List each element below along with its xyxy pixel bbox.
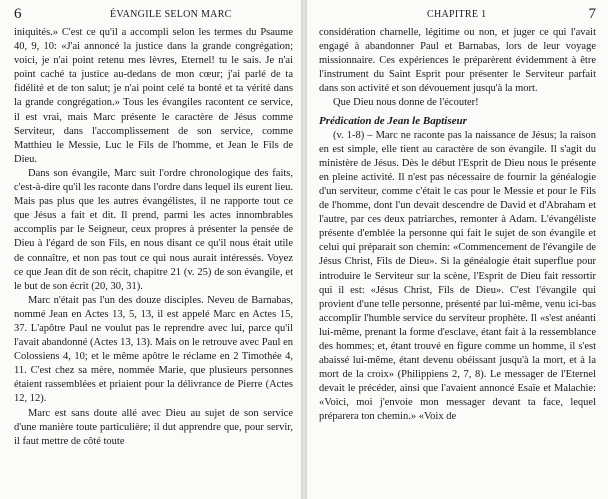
left-page-header [14,6,293,26]
paragraph: Marc n'était pas l'un des douze disciples. Neveu de Barnabas, nommé Jean en Actes 13, 5, 13, il est appelé Marc en Actes 15, 37. L'apôtre Paul ne voulut pas le reprendre avec lui, parce qu'il l'avait abandonné (Actes 13, 13). Mais on le retrouve avec Paul en Colossiens 4, 10; et le même apôtre le réclame en 2 Timothée 4, 11. C'est chez sa mère, nommée Marie, que plusieurs personnes étaient rassemblées et priaient pour la délivrance de Pierre (Actes 12, 12). [14,294,293,405]
section-heading: Prédication de Jean le Baptiseur [319,114,467,127]
paragraph: considération charnelle, légitime ou non, et juger ce qui l'avait engagé à abandonner Paul et Barnabas, lors de leur voyage missionnaire. Ces expériences le préparèrent évidemment à être l'instrument du Saint Esprit pour présenter le Serviteur parfait dans son activité et son dévouement jusqu'à la mort. [319,27,596,95]
paragraph: Marc est sans doute allé avec Dieu au sujet de son service d'une manière toute particulière; il dut apprendre que, pour servir, il faut mettre de côté toute [14,407,293,447]
left-running-title: ÉVANGILE SELON MARC [110,9,232,20]
left-page-body [14,26,293,449]
right-page-body [319,26,596,425]
right-page-header [319,6,596,26]
left-page-number: 6 [14,6,22,22]
paragraph: Que Dieu nous donne de l'écouter! [333,97,479,109]
paragraph: Dans son évangile, Marc suit l'ordre chronologique des faits, c'est-à-dire qu'il les raconte dans l'ordre dans lequel ils eurent lieu. Mais pas plus que les autres évangélistes, il ne rapporte tout ce que Jésus a fait et dit. Il prend, parmi les actes innombrables accomplis par le Seigneur, ceux propres à présenter la pensée de Dieu à l'égard de son Fils, en nous disant ce qu'il nous était utile de connaître, et non pas tout ce qui nous aurait intéressés. Voyez ce que Jean dit de son récit, chapitre 21 (v. 25) de son évangile, et le but de son écrit (20, 30, 31). [14,167,293,292]
paragraph: (v. 1-8) – Marc ne raconte pas la naissance de Jésus; la raison en est simple, elle tient au caractère de son évangile. Il s'agit du ministère de Jésus. Dès le début l'Esprit de Dieu nous le présente en pleine activité. Il n'est pas nécessaire de fournir la généalogie d'un serviteur, comme c'était le cas pour le Messie et pour le Fils de l'homme, dont l'un devait descendre de David et d'Abraham et l'autre, par ces deux patriarches, remonter à Adam. L'évangéliste présente d'emblée la personne qui fait le sujet de son évangile et celui qui préparait son chemin: «Commencement de l'évangile de Jésus Christ, Fils de Dieu». Si la généalogie était superflue pour introduire le Serviteur sur la scène, l'Esprit de Dieu fait ressortir qui il est: «Jésus Christ, Fils de Dieu». C'est l'évangile qui provient d'une telle personne, présenté par lui-même, venu ici-bas accomplir l'humble service du serviteur prophète. Il «s'est anéanti lui-même, prenant la forme d'esclave, étant fait à la ressemblance des hommes; et, étant trouvé en figure comme un homme, il s'est abaissé lui-même, étant devenu obéissant jusqu'à la mort, et à la mort de la croix» (Philippiens 2, 7, 8). Le messager de l'Eternel devait le précéder, ainsi que l'avaient annoncé Esaïe et Malachie: «Voici, moi j'envoie mon messager devant ta face, lequel préparera ton chemin.» «Voix de [319,129,596,423]
paragraph: iniquités.» C'est ce qu'il a accompli selon les termes du Psaume 40, 9, 10: «J'ai annoncé la justice dans la grande congrégation; voici, je n'ai point retenu mes lèvres, Eternel! tu le sais. Je n'ai point caché ta justice au-dedans de mon cœur; j'ai parlé de ta fidélité et de ton salut; je n'ai point celé ta bonté et ta vérité dans la grande congrégation.» Tous les évangiles racontent ce service, il est vrai, mais Marc présente le caractère de Jésus comme Serviteur, dans l'accomplissement de son service, comme Matthieu le Messie, Luc le Fils de l'homme, et Jean le Fils de Dieu. [14,27,293,165]
left-page [0,0,301,499]
right-page-number: 7 [588,6,596,22]
right-running-title: CHAPITRE 1 [427,9,487,20]
right-page [307,0,608,499]
